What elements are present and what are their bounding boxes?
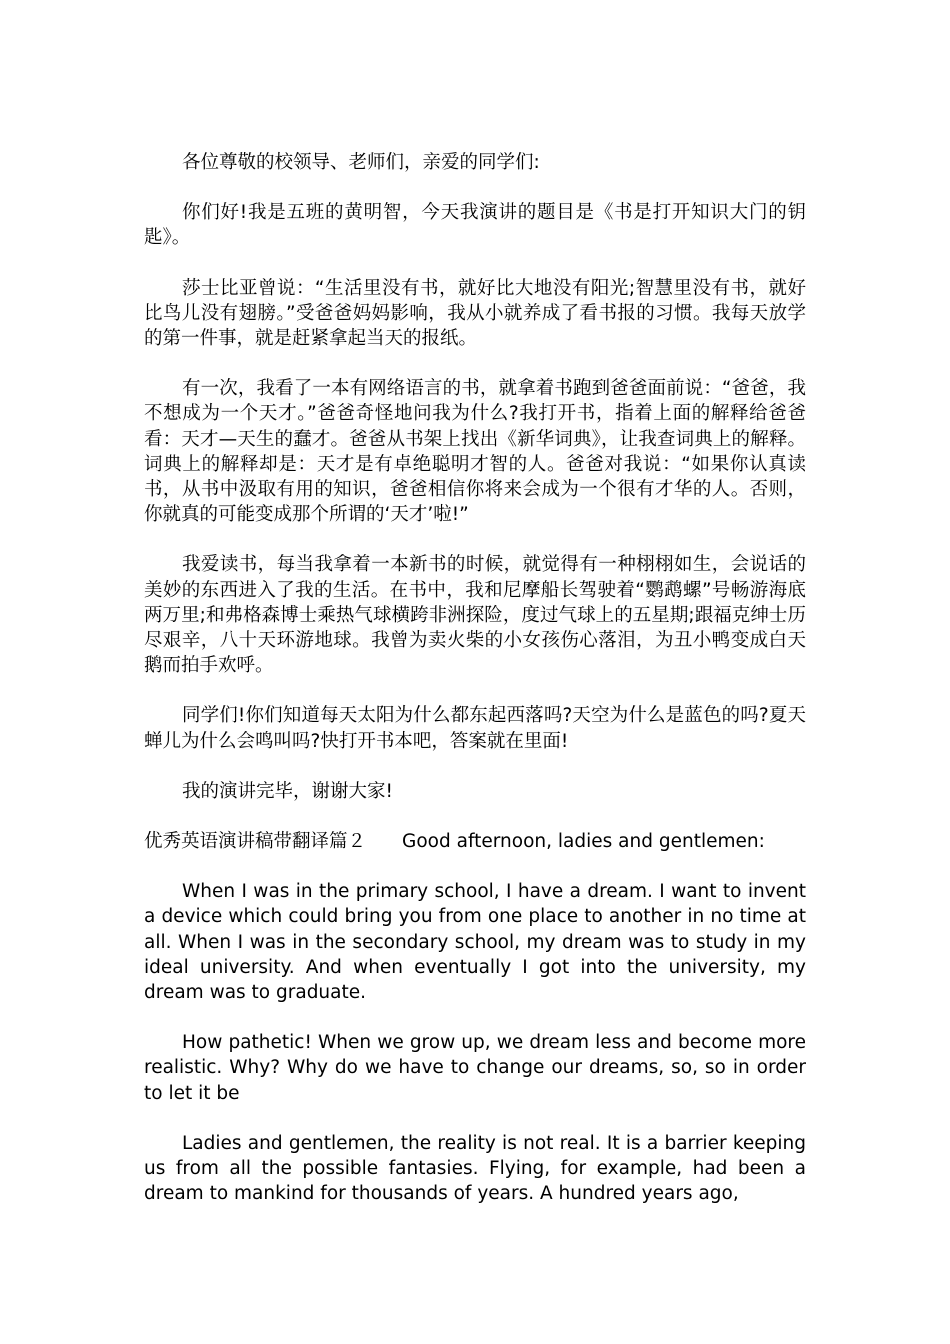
genius-story-paragraph: 有一次，我看了一本有网络语言的书，就拿着书跑到爸爸面前说：“爸爸，我不想成为一个天才。”爸爸奇怪地问我为什么?我打开书，指着上面的解释给爸爸看：天才—天生的蠢才。爸爸从书架上找出《新华词典》，让我查词典上的解释。词典上的解释却是：天才是有卓绝聪明才智的人。爸爸对我说：“如果你认真读书，从书中汲取有用的知识，爸爸相信你将来会成为一个很有才华的人。否则，你就真的可能变成那个所谓的‘天才’啦!” — [144, 378, 806, 526]
english-paragraph-reality: Ladies and gentlemen, the reality is not real. It is a barrier keeping us from all the possible fantasies. Flying, for example, had been a dream to mankind for thousands of years. A hundred years ago, — [144, 1132, 806, 1205]
questions-paragraph: 同学们!你们知道每天太阳为什么都东起西落吗?天空为什么是蓝色的吗?夏天蝉儿为什么会鸣叫吗?快打开书本吧，答案就在里面! — [144, 705, 806, 752]
intro-paragraph: 你们好!我是五班的黄明智，今天我演讲的题目是《书是打开知识大门的钥匙》。 — [144, 202, 806, 249]
section-title: 优秀英语演讲稿带翻译篇２ — [144, 831, 367, 853]
section-heading-line — [144, 829, 806, 854]
document-body — [144, 150, 806, 1232]
section-greeting: Good afternoon, ladies and gentlemen: — [402, 831, 765, 853]
english-paragraph-pathetic: How pathetic! When we grow up, we dream less and become more realistic. Why? Why do we have to change our dreams, so, so in order to let it be — [144, 1032, 806, 1104]
salutation-paragraph: 各位尊敬的校领导、老师们，亲爱的同学们: — [182, 152, 540, 173]
closing-paragraph: 我的演讲完毕，谢谢大家! — [182, 780, 393, 802]
shakespeare-quote-paragraph: 莎士比亚曾说：“生活里没有书，就好比大地没有阳光;智慧里没有书，就好比鸟儿没有翅膀。”受爸爸妈妈影响，我从小就养成了看书报的习惯。我每天放学的第一件事，就是赶紧拿起当天的报纸。 — [144, 277, 806, 350]
love-reading-paragraph: 我爱读书，每当我拿着一本新书的时候，就觉得有一种栩栩如生，会说话的美妙的东西进入了我的生活。在书中，我和尼摩船长驾驶着“鹦鹉螺”号畅游海底两万里;和弗格森博士乘热气球横跨非洲探险，度过气球上的五星期;跟福克绅士历尽艰辛，八十天环游地球。我曾为卖火柴的小女孩伤心落泪，为丑小鸭变成白天鹅而拍手欢呼。 — [144, 554, 806, 677]
english-paragraph-dream: When I was in the primary school, I have a dream. I want to invent a device which could bring you from one place to another in no time at all. When I was in the secondary school, my dream was to study in my ideal university. And when eventually I got into the university, my dream was to graduate. — [144, 881, 806, 1004]
